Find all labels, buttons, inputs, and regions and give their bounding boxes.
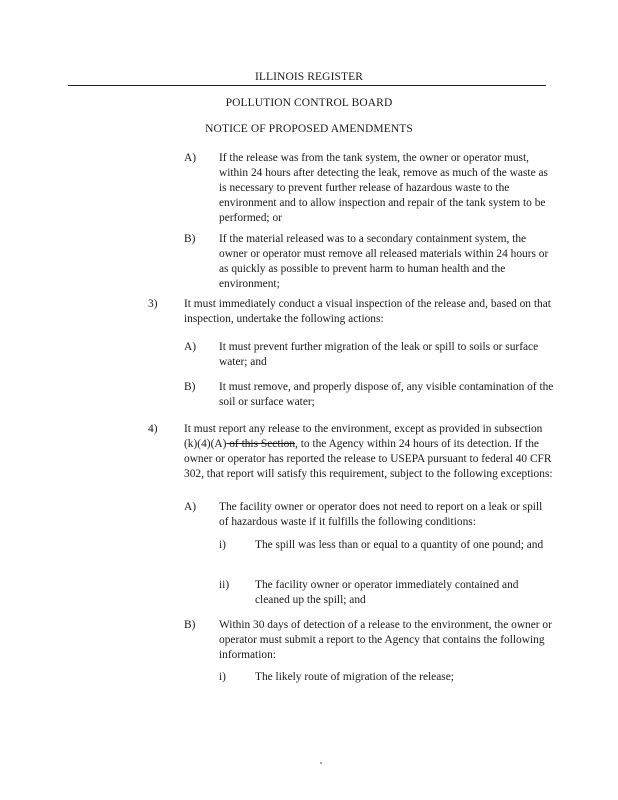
notice-title: NOTICE OF PROPOSED AMENDMENTS bbox=[205, 123, 413, 135]
item-label: A) bbox=[184, 341, 197, 353]
report-text-start: It must report any release to the environment, except as provided in subsection (k)(4)(A) bbox=[184, 423, 543, 450]
paragraph-tank-release: If the release was from the tank system, the owner or operator must, within 24 hours after detecting the leak, remove as much of the waste as is necessary to prevent further release of hazardous waste to the environment and to allow inspection and repair of the tank system to be performed; or bbox=[219, 152, 548, 224]
item-label: 3) bbox=[148, 298, 158, 310]
paragraph-prevent-migration: It must prevent further migration of the leak or spill to soils or surface water; and bbox=[219, 341, 539, 368]
paragraph-remove-contamination: It must remove, and properly dispose of, any visible contamination of the soil or surface water; bbox=[219, 381, 554, 408]
scan-speck bbox=[320, 762, 322, 764]
item-label: A) bbox=[184, 152, 197, 164]
struck-text: of this Section bbox=[226, 438, 296, 450]
header-rule bbox=[68, 85, 546, 86]
item-label: i) bbox=[219, 539, 226, 551]
register-title: ILLINOIS REGISTER bbox=[254, 71, 364, 83]
item-label: ii) bbox=[219, 579, 230, 591]
paragraph-migration-route: The likely route of migration of the release; bbox=[255, 671, 454, 683]
item-label: A) bbox=[184, 501, 197, 513]
paragraph-contained-spill: The facility owner or operator immediately contained and cleaned up the spill; and bbox=[255, 579, 519, 606]
item-label: i) bbox=[219, 671, 226, 683]
item-label: B) bbox=[184, 619, 196, 631]
item-label: 4) bbox=[148, 423, 158, 435]
report-text-end: , to the Agency within 24 hours of its detection. If the owner or operator has reported the release to USEPA pursuant to federal 40 CFR 302, that report will satisfy this requirement, subject to the following exceptions: bbox=[184, 438, 553, 480]
paragraph-reporting-exemption: The facility owner or operator does not need to report on a leak or spill of hazardous waste if it fulfills the following conditions: bbox=[219, 501, 543, 528]
item-label: B) bbox=[184, 381, 196, 393]
item-label: B) bbox=[184, 233, 196, 245]
paragraph-thirty-day-report: Within 30 days of detection of a release to the environment, the owner or operator must submit a report to the Agency that contains the following information: bbox=[219, 619, 552, 661]
paragraph-one-pound: The spill was less than or equal to a quantity of one pound; and bbox=[255, 539, 544, 551]
board-title: POLLUTION CONTROL BOARD bbox=[225, 97, 393, 109]
paragraph-secondary-containment: If the material released was to a secondary containment system, the owner or operator must remove all released materials within 24 hours or as quickly as possible to prevent harm to human health and the environment; bbox=[219, 233, 549, 290]
paragraph-visual-inspection: It must immediately conduct a visual inspection of the release and, based on that inspection, undertake the following actions: bbox=[184, 298, 551, 325]
paragraph-report-release bbox=[184, 422, 556, 482]
